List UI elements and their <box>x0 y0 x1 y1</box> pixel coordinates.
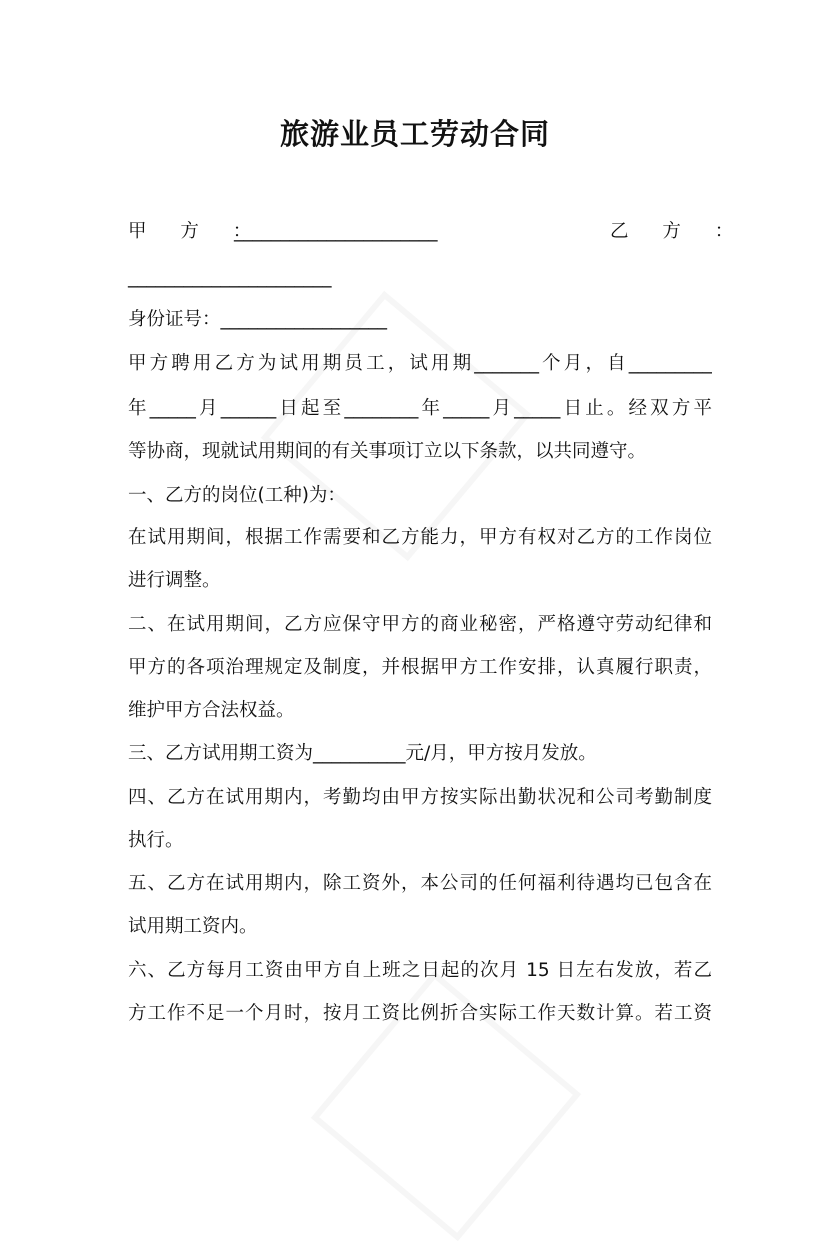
party-b-label: 乙 方 ： <box>610 221 748 242</box>
body-line: 四、乙方在试用期内，考勤均由甲方按实际出勤状况和公司考勤制度 <box>128 787 712 808</box>
body-line: 维护甲方合法权益。 <box>128 700 295 721</box>
body-line: 在试用期间，根据工作需要和乙方能力，甲方有权对乙方的工作岗位 <box>128 527 712 548</box>
party-b-blank: ______________________ <box>128 267 332 288</box>
party-a-blank: ______________________ <box>234 221 438 242</box>
body-line: 二、在试用期间，乙方应保守甲方的商业秘密，严格遵守劳动纪律和 <box>128 614 712 635</box>
section-heading: 一、乙方的岗位(工种)为： <box>128 485 346 506</box>
body-line: 年_____月______日起至________年_____月_____日止。经双方平 <box>128 398 712 419</box>
body-line: 等协商，现就试用期间的有关事项订立以下条款，以共同遵守。 <box>128 441 647 462</box>
id-number-line: 身份证号：__________________ <box>128 309 388 330</box>
body-line: 三、乙方试用期工资为__________元/月，甲方按月发放。 <box>128 743 597 764</box>
body-line: 六、乙方每月工资由甲方自上班之日起的次月 15 日左右发放，若乙 <box>128 960 712 981</box>
body-line: 甲方聘用乙方为试用期员工，试用期_______个月，自_________ <box>128 353 712 374</box>
body-line: 执行。 <box>128 830 184 851</box>
body-line: 五、乙方在试用期内，除工资外，本公司的任何福利待遇均已包含在 <box>128 873 712 894</box>
body-line: 方工作不足一个月时，按月工资比例折合实际工作天数计算。若工资 <box>128 1003 712 1024</box>
party-a-label: 甲 方 ： <box>128 221 266 242</box>
body-line: 进行调整。 <box>128 570 221 591</box>
body-line: 甲方的各项治理规定及制度，并根据甲方工作安排，认真履行职责， <box>128 657 712 678</box>
body-line: 试用期工资内。 <box>128 916 258 937</box>
document-title: 旅游业员工劳动合同 <box>279 117 550 151</box>
